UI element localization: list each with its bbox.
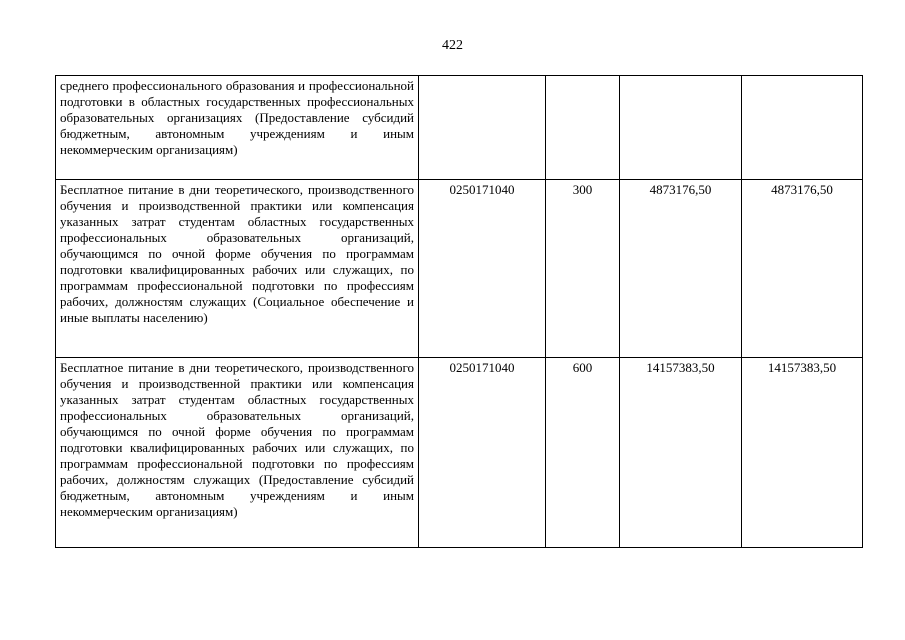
expense-type-cell: 300 <box>546 180 620 358</box>
expense-type-cell: 600 <box>546 358 620 548</box>
amount-cell-2: 4873176,50 <box>742 180 863 358</box>
page-number: 422 <box>442 38 463 53</box>
table-row <box>56 76 863 180</box>
target-code-cell: 0250171040 <box>419 358 546 548</box>
expense-type-cell <box>546 76 620 180</box>
amount-cell-2 <box>742 76 863 180</box>
table-row <box>56 358 863 548</box>
budget-table <box>55 75 863 548</box>
amount-cell-2: 14157383,50 <box>742 358 863 548</box>
target-code-cell <box>419 76 546 180</box>
amount-cell-1 <box>620 76 742 180</box>
amount-cell-1: 4873176,50 <box>620 180 742 358</box>
item-name-cell: Бесплатное питание в дни теоретического, производственного обучения и производственной практики или компенсация указанных затрат студентам областных государственных профессиональных образовательных организаций, обучающимся по очной форме обучения по программам подготовки квалифицированных рабочих или служащих, по программам профессиональной подготовки по профессиям рабочих, должностям служащих (Предоставление субсидий бюджетным, автономным учреждениям и иным некоммерческим организациям) <box>56 358 419 548</box>
item-name-cell: Бесплатное питание в дни теоретического, производственного обучения и производственной практики или компенсация указанных затрат студентам областных государственных профессиональных образовательных организаций, обучающимся по очной форме обучения по программам подготовки квалифицированных рабочих или служащих, по программам профессиональной подготовки по профессиям рабочих, должностям служащих (Социальное обеспечение и иные выплаты населению) <box>56 180 419 358</box>
item-name-cell: среднего профессионального образования и профессиональной подготовки в областных государственных профессиональных образовательных организациях (Предоставление субсидий бюджетным, автономным учреждениям и иным некоммерческим организациям) <box>56 76 419 180</box>
target-code-cell: 0250171040 <box>419 180 546 358</box>
amount-cell-1: 14157383,50 <box>620 358 742 548</box>
table-row <box>56 180 863 358</box>
